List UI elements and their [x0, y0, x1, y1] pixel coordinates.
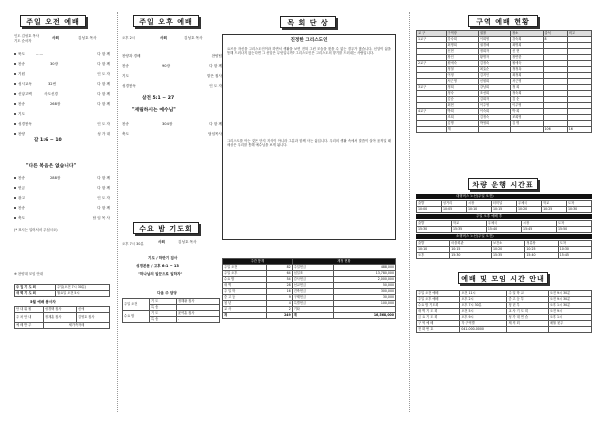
box-caption: ※ 찬양대 모임 안내: [14, 272, 44, 276]
fold-divider: [409, 12, 410, 412]
servers-table: 안 내 위 원 성경택 집사 신애 주 차 안 내 정재훈 집사 김영호 집사 예 배 반 주 세가족자매: [14, 306, 110, 329]
meetings-heading: 예배 및 모임 시간 안내: [458, 272, 548, 284]
wednesday-lead: 사회: [158, 240, 165, 244]
afternoon-ref: 살전 5:1 ~ 27: [142, 96, 175, 101]
pastor-column-text-2: 그리스도를 아는 것은 단지 지식이 아니라 그분과 함께 사는 삶입니다. 우리의 생활 속에서 말씀이 살아 움직일 때 세상은 우리를 통해 예수님을 보게 됩니다.: [227, 139, 391, 148]
cell-group-heading: 구역 예배 현황: [468, 15, 538, 27]
morning-note: (* 표시는 일어서서 주십시오): [14, 228, 58, 232]
afternoon-worship-heading: 주일 오후 예배: [133, 15, 199, 27]
afternoon-sermon-title: "재림하시는 예수님": [132, 108, 176, 113]
pastor-column-box: [222, 34, 396, 240]
cell-group-table: 교 구 구역장 권찰 장소 출석 비고 1교구 강숙희 이희영 강숙희 8 최명희 권경혜 최명희 신현 정희자 신 현 장인 황명자 장연한 2교구 원애숙 김정숙 원애숙 정철 최효순 정정옥 이정 김지인 최정희 서근영 신원희 서근영 3교구 정희 강남희 정 희 정숙 조선희 정숙희 김순 김희자 김 순 최현 이주영 이주영 4교구 박희 이숙희 박 희 조희 김정숙 조희영 김명 박영희 김 명 계 106 16: [416, 30, 592, 133]
morning-sermon-title: "다른 복음은 없습니다": [26, 164, 77, 169]
weekly-stats-table: 주간 통계 재정 현황 주일 오전 82 주일헌금 488,000 주일 오후 64 십일조 13,780,000 수요 밤 54 감사헌금 2,000,000 새 벽 28 선교헌금 50,000 주 일 학 16 건축헌금 300,000 중 고 등 9 구제헌금 30,000 청 년 4 특별헌금 100,000 교 사 2 기타 계 249 계 16,568,000: [224, 259, 394, 317]
wednesday-prayer: 기도 / 하반기 집사: [148, 256, 178, 260]
bus-schedule-heading: 차량 운행 시간표: [468, 178, 538, 190]
pastor-column-subtitle: 진정한 그리스도인: [290, 38, 328, 43]
morning-ref: 갈 1:6 ~ 10: [34, 138, 62, 143]
next-week-table: 주일 오전 기 도 정해광 집사 특 송 수요 밤 기 도 윤여훈 집사 특 송 -: [122, 298, 220, 323]
prayer-meeting-box: 주 일 기 도 회 주일(오전 7시 30분) 새 벽 기 도 회 월요일 오전 5시: [14, 284, 110, 297]
wednesday-lead-name: 김성호 목사: [178, 240, 197, 244]
wednesday-scripture: 성경본문 / 고후 6:1 ~ 13: [136, 264, 179, 268]
wednesday-time: 오후 7시 30분: [122, 242, 144, 246]
next-week-table-title: 다음 주 담당: [157, 291, 177, 295]
column-divider: [117, 12, 118, 412]
wednesday-prayer-heading: 수요 밤 기도회: [133, 222, 199, 234]
servers-table-title: 5월 예배 봉사자: [30, 300, 56, 304]
meetings-table: 주일 오전 예배 오전 11시 주 일 학 교 오전 9시 30분 주일 오후 예배 오후 2시 중 고 등 부 오전 9시 30분 수요 밤 기도회 오후 7시 30분 청 년 부 오후 1시 30분 새 벽 기 도 회 오전 5시 교 사 기 도 회 오전 9시 금 요 기 도 회 오후 9시 성 가 대 연 습 오후 1시 구 역 예 배 각 구역별 제 직 회 매월 첫주 전 화 번 호 041-000-0000: [416, 290, 592, 333]
wednesday-title: "하나님의 일꾼으로 일하자": [138, 272, 183, 276]
pastor-column-text-1: 요즈음 자신을 그리스도인이라 하면서 생활을 보면 전혀 그런 모습을 찾을 수 없는 경우가 많습니다. 신앙이 삶을 통해 드러나지 않는다면 그 신앙은 무엇입니까? 그리스도인은 그리스도의 향기를 드러내는 사람입니다.: [227, 47, 391, 56]
morning-worship-heading: 주일 오전 예배: [20, 15, 86, 27]
pastor-column-heading: 목 회 단 상: [280, 16, 336, 28]
